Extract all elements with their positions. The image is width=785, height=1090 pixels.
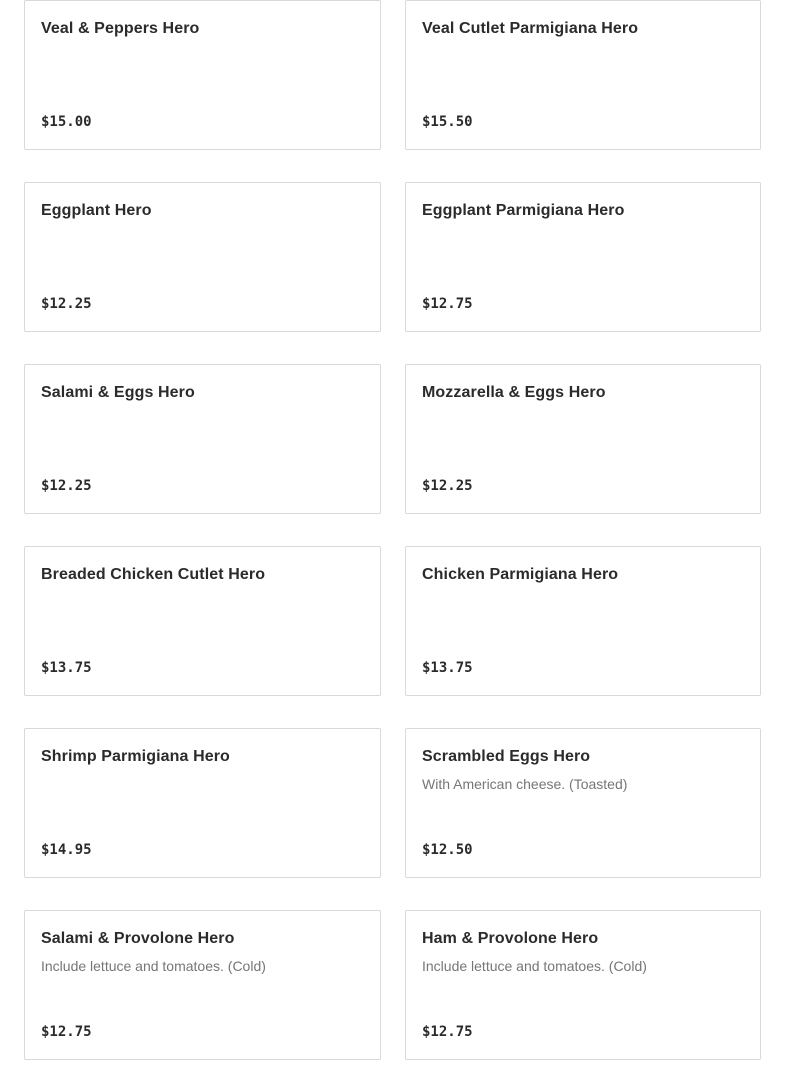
- menu-item-price: $12.25: [41, 296, 92, 312]
- menu-item-price: $14.95: [41, 842, 92, 858]
- menu-item-name: Scrambled Eggs Hero: [422, 748, 591, 765]
- menu-item-name: Shrimp Parmigiana Hero: [41, 748, 230, 765]
- menu-item-name: Chicken Parmigiana Hero: [422, 566, 619, 583]
- menu-item-card[interactable]: [24, 546, 381, 696]
- menu-item-price: $12.25: [422, 478, 473, 494]
- menu-item-price: $12.50: [422, 842, 473, 858]
- menu-item-price: $15.00: [41, 114, 92, 130]
- menu-item-price: $15.50: [422, 114, 473, 130]
- menu-item-name: Ham & Provolone Hero: [422, 930, 599, 947]
- menu-item-description: Include lettuce and tomatoes. (Cold): [422, 958, 647, 974]
- menu-item-price: $13.75: [41, 660, 92, 676]
- menu-item-name: Breaded Chicken Cutlet Hero: [41, 566, 266, 583]
- menu-item-price: $13.75: [422, 660, 473, 676]
- menu-item-price: $12.75: [41, 1024, 92, 1040]
- menu-item-card[interactable]: [24, 364, 381, 514]
- menu-item-description: With American cheese. (Toasted): [422, 776, 628, 792]
- menu-item-card[interactable]: [24, 182, 381, 332]
- menu-item-card[interactable]: [405, 364, 761, 514]
- menu-items-grid: [24, 0, 761, 1060]
- menu-item-name: Mozzarella & Eggs Hero: [422, 384, 606, 401]
- menu-item-name: Eggplant Hero: [41, 202, 152, 219]
- menu-item-card[interactable]: [24, 910, 381, 1060]
- menu-item-card[interactable]: [405, 182, 761, 332]
- menu-item-card[interactable]: [24, 0, 381, 150]
- menu-item-name: Veal & Peppers Hero: [41, 20, 200, 37]
- menu-item-card[interactable]: [24, 728, 381, 878]
- menu-item-description: Include lettuce and tomatoes. (Cold): [41, 958, 266, 974]
- menu-item-name: Salami & Eggs Hero: [41, 384, 195, 401]
- menu-item-card[interactable]: [405, 0, 761, 150]
- menu-item-price: $12.75: [422, 1024, 473, 1040]
- menu-item-card[interactable]: [405, 546, 761, 696]
- menu-item-name: Eggplant Parmigiana Hero: [422, 202, 625, 219]
- menu-item-card[interactable]: [405, 728, 761, 878]
- menu-item-price: $12.25: [41, 478, 92, 494]
- menu-item-price: $12.75: [422, 296, 473, 312]
- menu-item-name: Veal Cutlet Parmigiana Hero: [422, 20, 639, 37]
- menu-item-name: Salami & Provolone Hero: [41, 930, 235, 947]
- menu-item-card[interactable]: [405, 910, 761, 1060]
